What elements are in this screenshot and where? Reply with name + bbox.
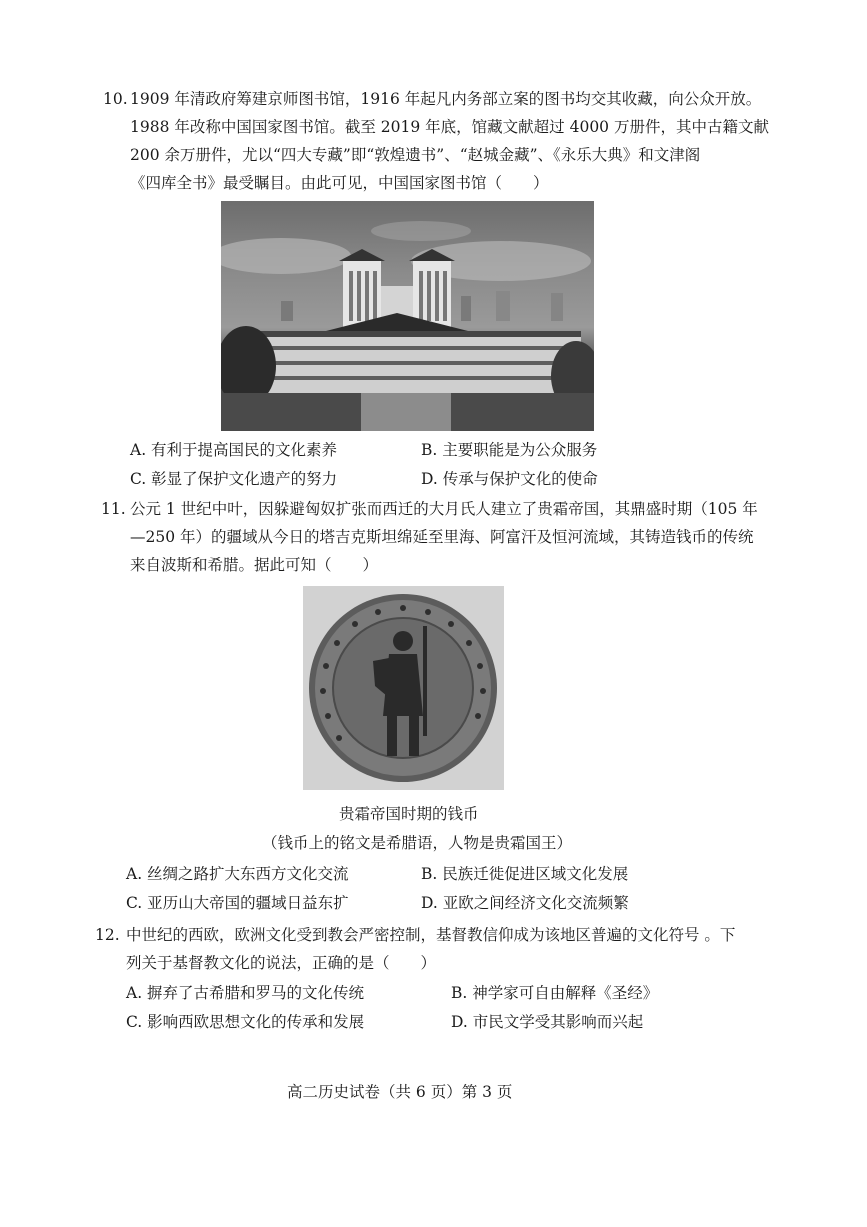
question-11-option-a: A. 丝绸之路扩大东西方文化交流 <box>126 865 349 883</box>
question-11-option-c: C. 亚历山大帝国的疆域日益东扩 <box>126 894 349 912</box>
question-10-number: 10. <box>103 90 128 108</box>
kushan-coin-photo <box>303 586 504 790</box>
question-12-option-b: B. 神学家可自由解释《圣经》 <box>451 984 659 1002</box>
question-11-text-line-3: 来自波斯和希腊。据此可知（ ） <box>130 556 379 574</box>
national-library-photo <box>221 201 594 431</box>
question-10-option-a: A. 有利于提高国民的文化素养 <box>130 441 338 459</box>
question-10-text-line-4: 《四库全书》最受瞩目。由此可见，中国国家图书馆（ ） <box>130 174 549 192</box>
question-12-text-line-1: 中世纪的西欧，欧洲文化受到教会严密控制，基督教信仰成为该地区普遍的文化符号 。下 <box>126 926 736 944</box>
question-10-option-b: B. 主要职能是为公众服务 <box>421 441 598 459</box>
question-11-text-line-2: —250 年）的疆域从今日的塔吉克斯坦绵延至里海、阿富汗及恒河流域，其铸造钱币的传统 <box>130 528 754 546</box>
question-10-text-line-2: 1988 年改称中国国家图书馆。截至 2019 年底，馆藏文献超过 4000 万册件，其中古籍文献 <box>130 118 769 136</box>
question-12-text-line-2: 列关于基督教文化的说法，正确的是（ ） <box>126 954 437 972</box>
question-11-option-b: B. 民族迁徙促进区域文化发展 <box>421 865 629 883</box>
question-12-option-c: C. 影响西欧思想文化的传承和发展 <box>126 1013 365 1031</box>
coin-caption: 贵霜帝国时期的钱币 <box>339 805 479 823</box>
question-12-option-a: A. 摒弃了古希腊和罗马的文化传统 <box>126 984 365 1002</box>
coin-caption-note: （钱币上的铭文是希腊语，人物是贵霜国王） <box>262 834 573 852</box>
question-11-number: 11. <box>101 500 126 518</box>
question-12-option-d: D. 市民文学受其影响而兴起 <box>451 1013 644 1031</box>
page-footer: 高二历史试卷（共 6 页）第 3 页 <box>287 1083 513 1101</box>
question-10-option-c: C. 彰显了保护文化遗产的努力 <box>130 470 338 488</box>
question-10-text-line-1: 1909 年清政府筹建京师图书馆，1916 年起凡内务部立案的图书均交其收藏，向公众开放。 <box>130 90 762 108</box>
question-12-number: 12. <box>95 926 120 944</box>
question-11-text-line-1: 公元 1 世纪中叶，因躲避匈奴扩张而西迁的大月氏人建立了贵霜帝国，其鼎盛时期（105 年 <box>130 500 758 518</box>
coin-image <box>303 586 504 790</box>
question-10-text-line-3: 200 余万册件，尤以“四大专藏”即“敦煌遗书”、“赵城金藏”、《永乐大典》和文津阁 <box>130 146 701 164</box>
question-10-option-d: D. 传承与保护文化的使命 <box>421 470 598 488</box>
library-building-image <box>221 201 594 431</box>
question-11-option-d: D. 亚欧之间经济文化交流频繁 <box>421 894 629 912</box>
